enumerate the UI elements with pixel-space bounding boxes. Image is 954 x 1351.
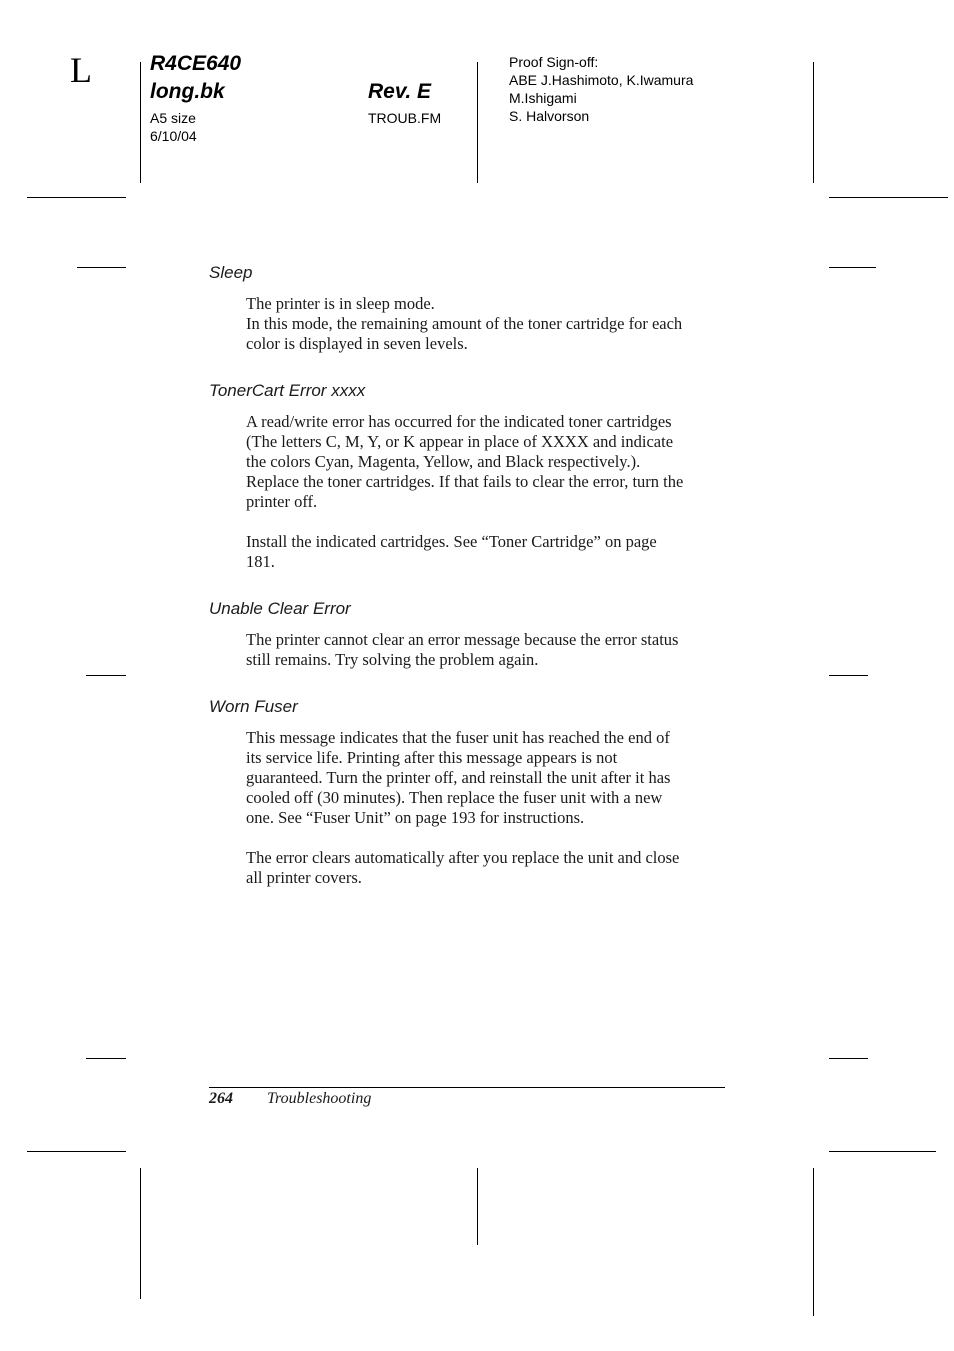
register-mark-left-2: [86, 675, 126, 676]
text-line: This message indicates that the fuser unit has reached the end of: [246, 728, 670, 747]
proof-line: ABE J.Hashimoto, K.Iwamura: [509, 72, 694, 88]
footer-rule: [209, 1087, 725, 1088]
crop-mark-top-left-h: [27, 197, 126, 198]
register-mark-right-3: [829, 1058, 868, 1059]
text-line: color is displayed in seven levels.: [246, 334, 468, 353]
page-number: 264: [209, 1090, 233, 1107]
crop-mark-bottom-left-v: [140, 1168, 141, 1299]
paragraph-sleep: [246, 294, 726, 354]
section-heading-sleep: Sleep: [209, 263, 253, 282]
revision: Rev. E: [368, 80, 432, 103]
text-line: still remains. Try solving the problem again.: [246, 650, 539, 669]
text-line: guaranteed. Turn the printer off, and reinstall the unit after it has: [246, 768, 671, 787]
text-line: cooled off (30 minutes). Then replace the fuser unit with a new: [246, 788, 663, 807]
text-line: printer off.: [246, 492, 318, 511]
corner-mark: L: [70, 50, 92, 90]
paragraph-worn-fuser-2: [246, 848, 726, 888]
paragraph-unable-clear-error: [246, 630, 726, 670]
text-line: The error clears automatically after you replace the unit and close: [246, 848, 680, 867]
paragraph-tonercart-error-2: [246, 532, 726, 572]
book-file: long.bk: [150, 80, 225, 103]
proof-line: M.Ishigami: [509, 90, 577, 106]
text-line: The printer cannot clear an error message because the error status: [246, 630, 679, 649]
text-line: Replace the toner cartridges. If that fails to clear the error, turn the: [246, 472, 684, 491]
text-line: the colors Cyan, Magenta, Yellow, and Black respectively.).: [246, 452, 641, 471]
date: 6/10/04: [150, 128, 197, 144]
crop-mark-bottom-right-h: [829, 1151, 936, 1152]
register-mark-left-3: [86, 1058, 126, 1059]
text-line: The printer is in sleep mode.: [246, 294, 435, 313]
paragraph-tonercart-error-1: [246, 412, 726, 512]
section-heading-tonercart-error: TonerCart Error xxxx: [209, 381, 366, 400]
paragraph-worn-fuser-1: [246, 728, 726, 828]
file-name: TROUB.FM: [368, 110, 442, 126]
crop-mark-bottom-left-h: [27, 1151, 126, 1152]
proof-line: Proof Sign-off:: [509, 54, 599, 70]
page-size: A5 size: [150, 110, 196, 126]
book-code: R4CE640: [150, 52, 242, 75]
text-line: its service life. Printing after this message appears is not: [246, 748, 618, 767]
text-line: 181.: [246, 552, 275, 571]
text-line: all printer covers.: [246, 868, 362, 887]
register-mark-left-1: [77, 267, 126, 268]
chapter-title: Troubleshooting: [267, 1090, 372, 1107]
section-heading-unable-clear-error: Unable Clear Error: [209, 599, 351, 618]
proof-line: S. Halvorson: [509, 108, 590, 124]
crop-mark-top-right-h: [829, 197, 948, 198]
crop-mark-bottom-center-v: [477, 1168, 478, 1245]
crop-mark-bottom-right-v: [813, 1168, 814, 1316]
register-mark-right-1: [829, 267, 876, 268]
crop-mark-top-left-v: [140, 62, 141, 183]
text-line: In this mode, the remaining amount of the toner cartridge for each: [246, 314, 683, 333]
register-mark-right-2: [829, 675, 868, 676]
text-line: Install the indicated cartridges. See “Toner Cartridge” on page: [246, 532, 657, 551]
crop-mark-top-center-v: [477, 62, 478, 183]
text-line: A read/write error has occurred for the indicated toner cartridges: [246, 412, 672, 431]
text-line: (The letters C, M, Y, or K appear in place of XXXX and indicate: [246, 432, 674, 451]
crop-mark-top-right-v: [813, 62, 814, 183]
text-line: one. See “Fuser Unit” on page 193 for instructions.: [246, 808, 585, 827]
section-heading-worn-fuser: Worn Fuser: [209, 697, 298, 716]
